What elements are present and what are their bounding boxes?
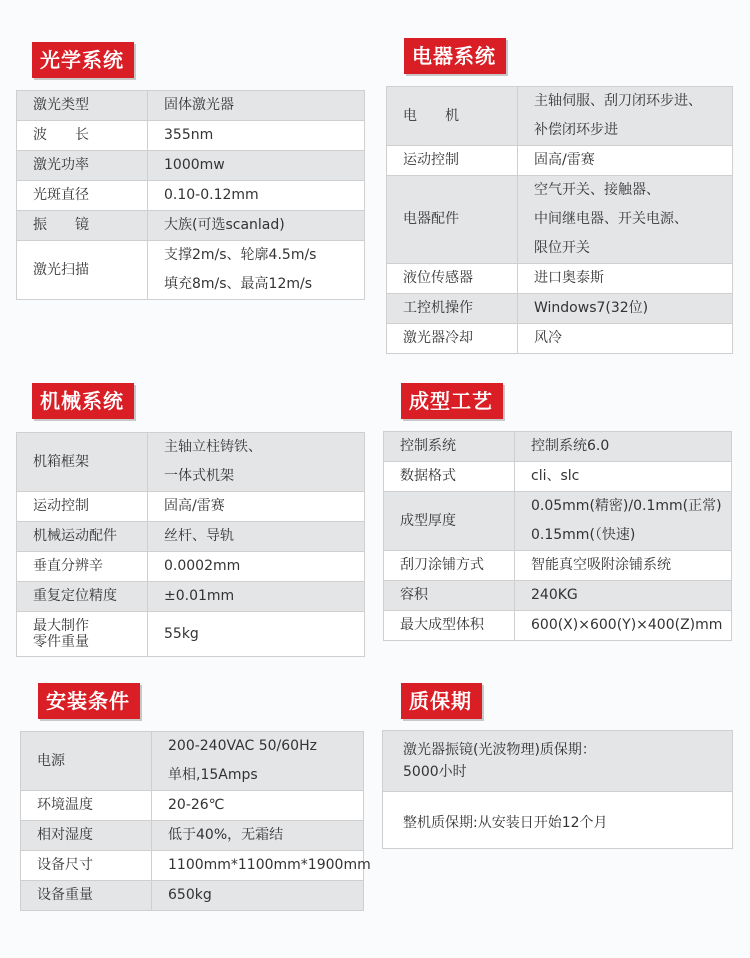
spec-key: 工控机操作: [403, 300, 473, 316]
spec-value: 低于40%，无霜结: [168, 827, 284, 843]
spec-value: 空气开关、接触器、: [534, 182, 660, 198]
spec-key-cell: [21, 791, 152, 821]
process-spec-table: [383, 431, 732, 641]
spec-key: 设备重量: [37, 887, 93, 903]
spec-key: 控制系统: [400, 438, 456, 454]
spec-value-cell: [152, 732, 364, 791]
spec-value: 单相,15Amps: [168, 767, 258, 783]
spec-key-cell: [384, 462, 515, 492]
machine-warranty-text: 整机质保期:从安装日开始12个月: [403, 815, 608, 831]
spec-key-cell: [17, 552, 148, 582]
spec-key: 环境温度: [37, 797, 93, 813]
spec-row: [384, 492, 732, 551]
spec-key: 激光器冷却: [403, 330, 473, 346]
spec-value-cell: [515, 462, 732, 492]
spec-key: 光斑直径: [33, 187, 89, 203]
spec-row: [17, 552, 365, 582]
spec-value-cell: [148, 151, 365, 181]
spec-value-cell: [518, 264, 733, 294]
spec-value: 控制系统6.0: [531, 438, 610, 454]
spec-key-cell: [17, 492, 148, 522]
spec-value: 55kg: [164, 625, 199, 642]
spec-value-cell: [518, 87, 733, 146]
spec-key-cell: [17, 612, 148, 657]
spec-key-cell: [17, 151, 148, 181]
spec-row: [17, 522, 365, 552]
spec-value: 主轴伺服、刮刀闭环步进、: [534, 93, 702, 109]
spec-value-cell: [515, 432, 732, 462]
spec-key-cell: [387, 176, 518, 264]
spec-value-cell: [148, 433, 365, 492]
spec-key-cell: [21, 732, 152, 791]
spec-key: 运动控制: [33, 498, 89, 514]
spec-key-cell: [387, 264, 518, 294]
spec-key-cell: [384, 432, 515, 462]
spec-key: 波 长: [33, 127, 89, 143]
spec-value-cell: [152, 881, 364, 911]
spec-key: 最大制作: [33, 618, 89, 634]
spec-row: [17, 492, 365, 522]
spec-value: cli、slc: [531, 468, 580, 484]
spec-key: 电源: [37, 752, 65, 769]
spec-value: 0.15mm(（快速): [531, 527, 636, 543]
spec-row: [21, 732, 364, 791]
spec-key: 机箱框架: [33, 453, 89, 470]
spec-key: 电 机: [403, 107, 459, 124]
spec-row: [17, 91, 365, 121]
spec-value-cell: [148, 582, 365, 612]
spec-key: 液位传感器: [403, 270, 473, 286]
spec-value-cell: [152, 851, 371, 881]
spec-row: [17, 612, 365, 657]
spec-value: 一体式机架: [164, 468, 234, 484]
spec-value: 进口奥泰斯: [534, 270, 604, 286]
spec-row: [387, 87, 733, 146]
spec-row: [387, 324, 733, 354]
mechanical-system-title: 机械系统: [32, 383, 134, 419]
spec-value: 1000mw: [164, 157, 225, 173]
spec-key-cell: [387, 324, 518, 354]
spec-key-cell: [384, 492, 515, 551]
spec-value-cell: [518, 176, 733, 264]
laser-warranty-row: [383, 731, 732, 791]
electrical-spec-table: [386, 86, 733, 354]
spec-key: 机械运动配件: [33, 528, 117, 544]
spec-value: 填充8m/s、最高12m/s: [164, 276, 313, 292]
spec-key: 最大成型体积: [400, 617, 484, 633]
spec-value: 固高/雷赛: [534, 152, 595, 168]
spec-row: [387, 294, 733, 324]
spec-key-cell: [387, 146, 518, 176]
spec-key-cell: [17, 121, 148, 151]
spec-row: [384, 611, 732, 641]
spec-key-cell: [17, 91, 148, 121]
spec-value-cell: [518, 146, 733, 176]
spec-key: 激光扫描: [33, 261, 89, 278]
spec-value-cell: [148, 241, 365, 300]
spec-key-cell: [384, 611, 515, 641]
spec-key-cell: [384, 551, 515, 581]
spec-value: 限位开关: [534, 240, 590, 256]
spec-value-cell: [148, 211, 365, 241]
spec-key: 相对湿度: [37, 827, 93, 843]
spec-value-cell: [515, 611, 732, 641]
spec-key: 重复定位精度: [33, 588, 117, 604]
warranty-box: [382, 730, 733, 849]
spec-value: ±0.01mm: [164, 588, 235, 604]
spec-value: 补偿闭环步进: [534, 122, 618, 138]
spec-key: 激光类型: [33, 97, 89, 113]
spec-key: 电器配件: [403, 211, 459, 227]
spec-row: [384, 551, 732, 581]
spec-row: [17, 121, 365, 151]
spec-key: 刮刀涂铺方式: [400, 557, 484, 573]
spec-row: [17, 433, 365, 492]
spec-key: 成型厚度: [400, 512, 456, 529]
spec-row: [17, 241, 365, 300]
spec-row: [384, 462, 732, 492]
spec-value-cell: [152, 821, 364, 851]
spec-value: 600(X)×600(Y)×400(Z)mm: [531, 617, 723, 633]
spec-value-cell: [148, 552, 365, 582]
spec-row: [17, 582, 365, 612]
installation-conditions-title: 安装条件: [38, 683, 140, 719]
mechanical-spec-table: [16, 432, 365, 657]
electrical-system-title: 电器系统: [404, 38, 506, 74]
spec-key-cell: [17, 582, 148, 612]
spec-key: 容积: [400, 587, 428, 603]
spec-row: [387, 146, 733, 176]
spec-value: 中间继电器、开关电源、: [534, 211, 688, 227]
spec-key-cell: [17, 241, 148, 300]
spec-row: [21, 821, 364, 851]
spec-row: [384, 581, 732, 611]
spec-value-cell: [148, 492, 365, 522]
spec-value-cell: [515, 581, 732, 611]
warranty-title: 质保期: [401, 683, 482, 719]
spec-value-cell: [515, 492, 732, 551]
laser-warranty-hours: 5000小时: [403, 764, 467, 780]
spec-value-cell: [152, 791, 364, 821]
forming-process-title: 成型工艺: [401, 383, 503, 419]
spec-key: 垂直分辨辛: [33, 558, 103, 574]
spec-value-cell: [515, 551, 732, 581]
spec-row: [384, 432, 732, 462]
spec-value: 200-240VAC 50/60Hz: [168, 738, 317, 754]
spec-value-cell: [148, 121, 365, 151]
spec-key: 设备尺寸: [37, 857, 93, 873]
spec-value: 支撑2m/s、轮廓4.5m/s: [164, 247, 317, 263]
spec-row: [17, 181, 365, 211]
spec-key-cell: [21, 851, 152, 881]
spec-row: [17, 211, 365, 241]
spec-row: [21, 881, 364, 911]
machine-warranty-row: [383, 791, 732, 848]
spec-row: [387, 176, 733, 264]
spec-row: [17, 151, 365, 181]
spec-value-cell: [148, 522, 365, 552]
spec-value: 650kg: [168, 887, 212, 903]
spec-key: 运动控制: [403, 152, 459, 168]
laser-warranty-text: 激光器振镜(光波物理)质保期：: [403, 742, 596, 758]
spec-key-cell: [387, 87, 518, 146]
spec-value-cell: [148, 612, 365, 657]
spec-value: 风冷: [534, 330, 562, 346]
spec-value: 智能真空吸附涂铺系统: [531, 557, 671, 573]
spec-value: 丝杆、导轨: [164, 528, 234, 544]
spec-key: 零件重量: [33, 634, 89, 650]
spec-key: 激光功率: [33, 157, 89, 173]
spec-value: 20-26℃: [168, 797, 225, 813]
spec-value: 固高/雷赛: [164, 498, 225, 514]
spec-key-cell: [21, 881, 152, 911]
spec-value: 0.10-0.12mm: [164, 187, 259, 203]
spec-key-cell: [17, 522, 148, 552]
spec-key-cell: [17, 211, 148, 241]
spec-row: [21, 791, 364, 821]
installation-spec-table: [20, 731, 371, 911]
spec-value: 固体激光器: [164, 97, 234, 113]
spec-value: 大族(可选scanlad): [164, 217, 285, 233]
optical-spec-table: [16, 90, 365, 300]
spec-row: [21, 851, 364, 881]
spec-value: 1100mm*1100mm*1900mm: [168, 857, 371, 873]
spec-value-cell: [148, 181, 365, 211]
spec-key-cell: [17, 433, 148, 492]
spec-value: 240KG: [531, 587, 578, 603]
spec-value-cell: [518, 324, 733, 354]
spec-key-cell: [384, 581, 515, 611]
spec-value: 0.0002mm: [164, 558, 241, 574]
spec-key-cell: [387, 294, 518, 324]
spec-key: 振 镜: [33, 217, 89, 233]
optical-system-title: 光学系统: [32, 42, 134, 78]
spec-row: [387, 264, 733, 294]
spec-key-cell: [21, 821, 152, 851]
spec-value: 355nm: [164, 127, 214, 143]
spec-value: 0.05mm(精密)/0.1mm(正常): [531, 498, 722, 514]
spec-value: 主轴立柱铸铁、: [164, 439, 262, 455]
spec-key: 数据格式: [400, 468, 456, 484]
spec-value-cell: [148, 91, 365, 121]
spec-value: Windows7(32位): [534, 300, 649, 316]
spec-value-cell: [518, 294, 733, 324]
spec-key-cell: [17, 181, 148, 211]
